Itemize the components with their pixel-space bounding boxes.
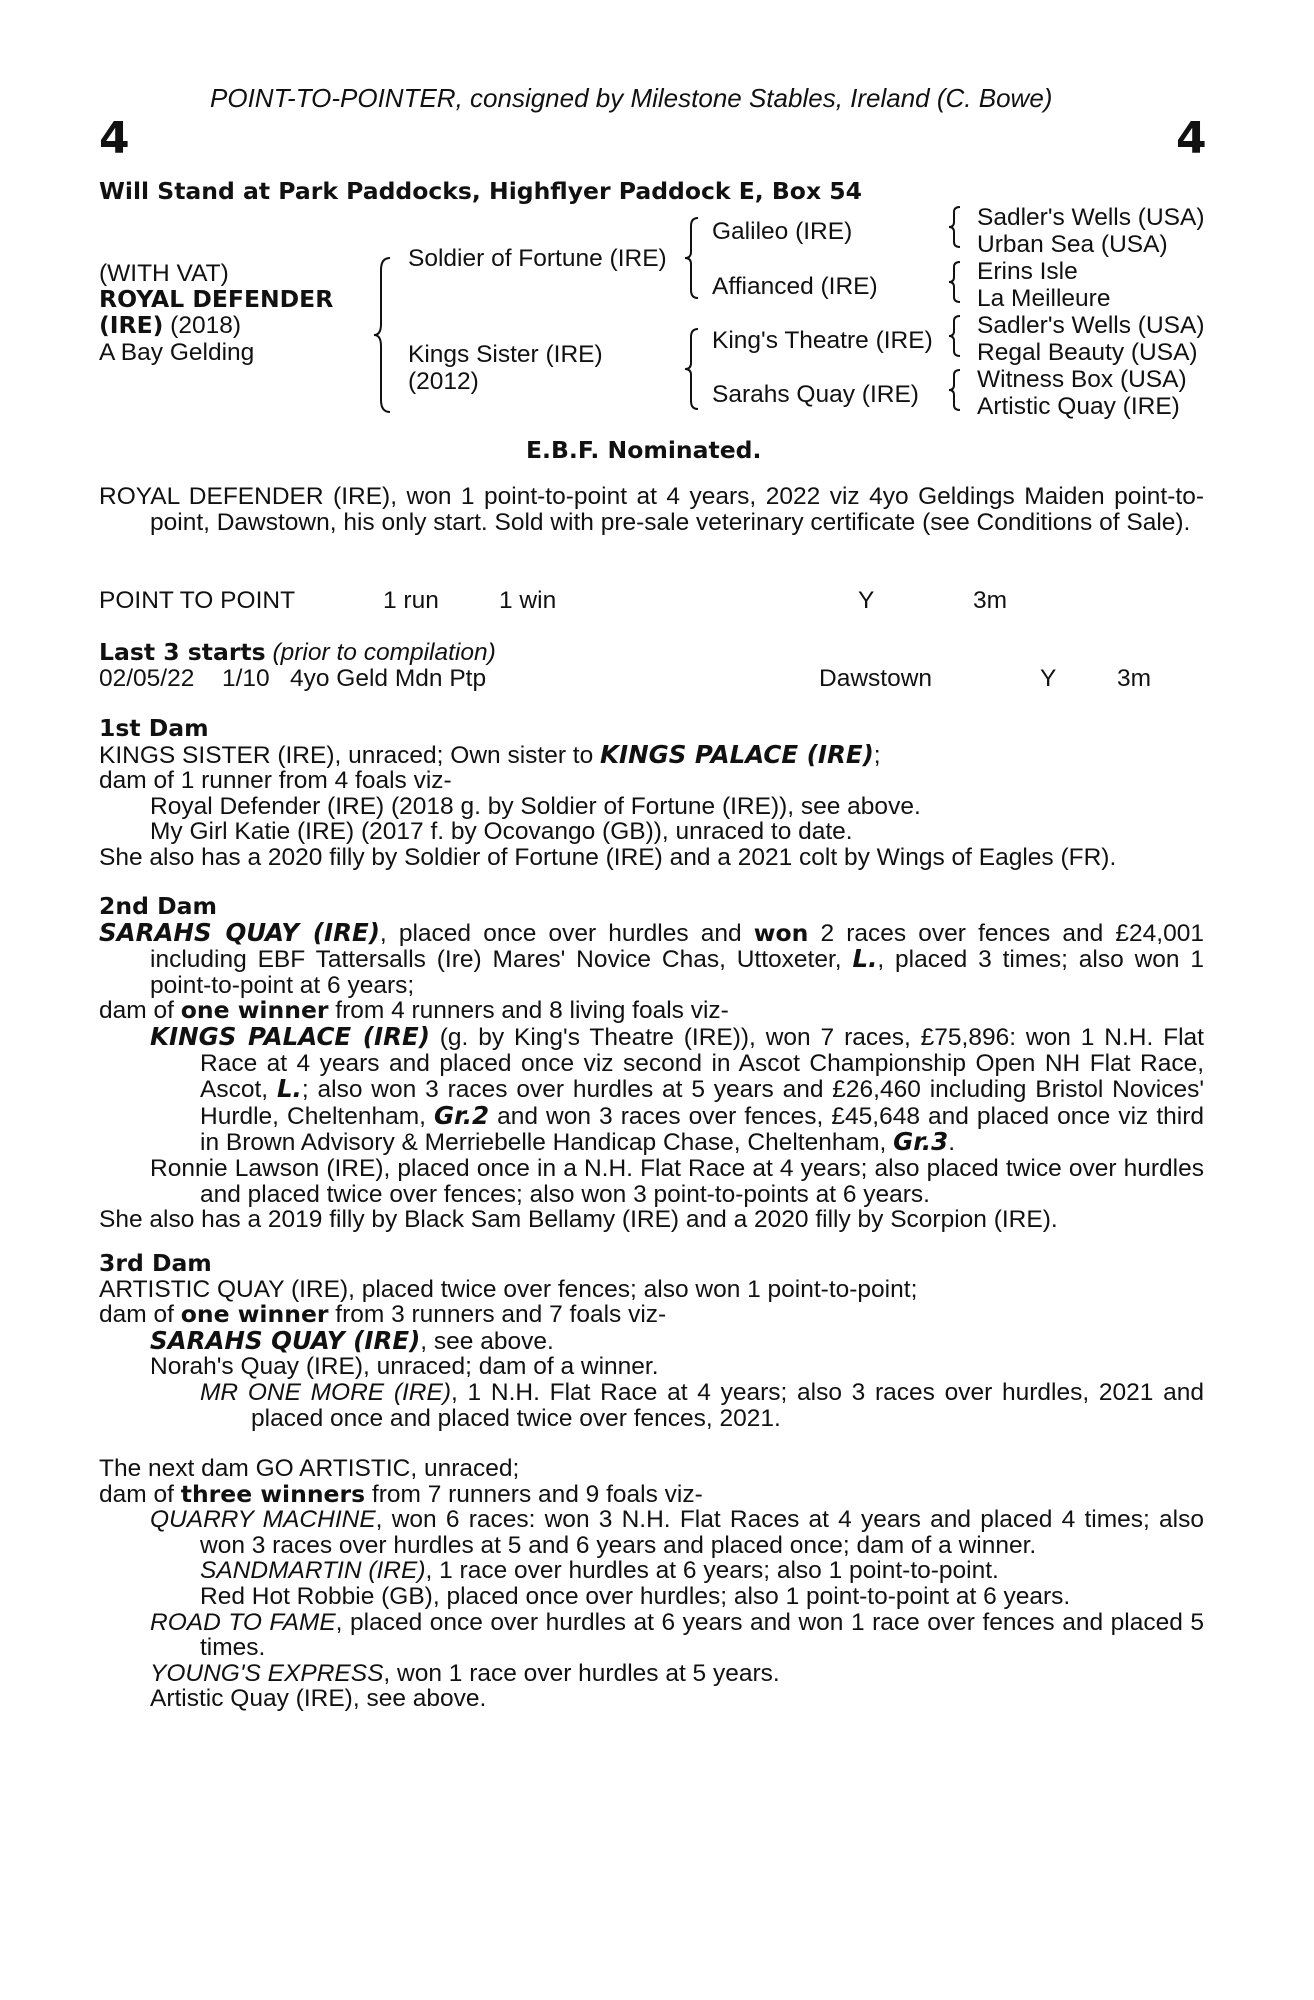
great-grandparent-7: Witness Box (USA) [977,366,1187,393]
lot-number-left: 4 [99,113,130,164]
third-dam-section [99,1251,1204,1431]
start-race: 4yo Geld Mdn Ptp [290,665,487,692]
third-dam-line-2: dam of one winner from 3 runners and 7 foals viz- [99,1300,667,1329]
second-dam-heading: 2nd Dam [99,892,217,920]
consignment-line: POINT-TO-POINTER, consigned by Milestone Stables, Ireland (C. Bowe) [210,83,1053,113]
youngs-express-entry: YOUNG'S EXPRESS, won 1 race over hurdles at 5 years. [150,1659,780,1687]
pedigree-brace-sire [683,216,701,300]
start-date: 02/05/22 [99,665,195,692]
pedigree-brace-gp3 [947,314,963,358]
sandmartin-entry: SANDMARTIN (IRE), 1 race over hurdles at 6 years; also 1 point-to-point. [200,1557,999,1585]
stand-location: Will Stand at Park Paddocks, Highflyer Paddock E, Box 54 [99,177,862,205]
sarahs-quay-name: SARAHS QUAY (IRE) [99,917,380,947]
pedigree-brace-main [372,256,394,414]
start-position: 1/10 [222,665,270,692]
first-dam-offspring-1: Royal Defender (IRE) (2018 g. by Soldier of Fortune (IRE)), see above. [150,792,921,820]
start-going: Y [1040,665,1057,692]
third-dam-line-1: ARTISTIC QUAY (IRE), placed twice over fences; also won 1 point-to-point; [99,1275,918,1303]
dam-name: Kings Sister (IRE) [408,341,603,368]
first-dam-line-2: dam of 1 runner from 4 foals viz- [99,767,452,795]
second-dam-para-3: KINGS PALACE (IRE) (g. by King's Theatre (IRE)), won 7 races, £75,896: won 1 N.H. Flat Race at 4 years and placed once viz second in Ascot Championship Open NH Flat Race, Ascot, L.; also won 3 races over hurdles at 5 years and £26,460 including Bristol Novices' Hurdle, Cheltenham, Gr.2 and won 3 races over fences, £45,648 and placed once viz third in Brown Advisory & Merriebelle Handicap Chase, Cheltenham, Gr.3. [150,1021,1204,1157]
first-dam-offspring-2: My Girl Katie (IRE) (2017 f. by Ocovango (GB)), unraced to date. [150,818,853,846]
grandparent-3: King's Theatre (IRE) [712,327,933,354]
pedigree-brace-gp1 [947,205,963,249]
great-grandparent-1: Sadler's Wells (USA) [977,204,1205,231]
race-summary [99,484,1204,535]
lot-number-right: 4 [1176,113,1207,164]
record-label: POINT TO POINT [99,587,296,614]
sire-name: Soldier of Fortune (IRE) [408,245,667,272]
third-dam-heading: 3rd Dam [99,1249,212,1277]
start-course: Dawstown [819,665,933,692]
grandparent-2: Affianced (IRE) [712,273,878,300]
horse-country: (IRE) [99,311,164,339]
last-starts-note: (prior to compilation) [265,639,496,666]
next-dam-line-1: The next dam GO ARTISTIC, unraced; [99,1455,520,1482]
second-dam-para-1: SARAHS QUAY (IRE), placed once over hurdles and won 2 races over fences and £24,001 including EBF Tattersalls (Ire) Mares' Novice Chas, Uttoxeter, L., placed 3 times; also won 1 point-to-point at 6 years; [99,917,1204,999]
next-dam-section [99,1456,1204,1712]
first-dam-line-5: She also has a 2020 filly by Soldier of Fortune (IRE) and a 2021 colt by Wings of Eagles (FR). [99,843,1117,871]
third-dam-line-5: MR ONE MORE (IRE), 1 N.H. Flat Race at 4 years; also 3 races over hurdles, 2021 and placed once and placed twice over fences, 2021. [200,1378,1204,1432]
third-dam-line-4: Norah's Quay (IRE), unraced; dam of a winner. [150,1353,659,1381]
artistic-quay-entry: Artistic Quay (IRE), see above. [150,1685,487,1713]
pedigree-brace-gp2 [947,260,963,304]
grandparent-1: Galileo (IRE) [712,218,853,245]
quarry-machine-entry: QUARRY MACHINE, won 6 races: won 3 N.H. Flat Races at 4 years and placed 4 times; also won 3 races over hurdles at 5 and 6 years and placed once; dam of a winner. [150,1506,1204,1559]
summary-text: ROYAL DEFENDER (IRE), won 1 point-to-point at 4 years, 2022 viz 4yo Geldings Maiden point-to-point, Dawstown, his only start. Sold with pre-sale veterinary certificate (see Conditions of Sale). [99,483,1204,536]
great-grandparent-8: Artistic Quay (IRE) [977,393,1180,420]
first-dam-heading: 1st Dam [99,714,209,742]
ebf-nomination: E.B.F. Nominated. [526,436,762,464]
next-dam-line-2: dam of three winners from 7 runners and 9 foals viz- [99,1479,703,1508]
great-grandparent-3: Erins Isle [977,258,1078,285]
great-grandparent-4: La Meilleure [977,285,1111,312]
great-grandparent-2: Urban Sea (USA) [977,231,1168,258]
great-grandparent-5: Sadler's Wells (USA) [977,312,1205,339]
kings-palace-name: KINGS PALACE (IRE) [150,1021,430,1051]
grandparent-4: Sarahs Quay (IRE) [712,381,919,408]
record-going: Y [858,587,875,614]
horse-description: A Bay Gelding [99,339,255,366]
great-grandparent-6: Regal Beauty (USA) [977,339,1198,366]
horse-year: (2018) [163,312,242,339]
road-to-fame-entry: ROAD TO FAME, placed once over hurdles at 6 years and won 1 race over fences and placed 5 times. [150,1608,1204,1662]
last-starts-heading [99,640,496,666]
record-runs: 1 run [383,587,439,614]
horse-name-suffix [99,313,241,339]
first-dam-section [99,716,1204,871]
first-dam-line-1: KINGS SISTER (IRE), unraced; Own sister to KINGS PALACE (IRE); [99,739,881,769]
horse-name: ROYAL DEFENDER [99,285,334,313]
pedigree-brace-dam [683,327,701,411]
pedigree-brace-gp4 [947,368,963,412]
record-wins: 1 win [499,587,557,614]
last-starts-title: Last 3 starts [99,638,266,666]
second-dam-para-2: dam of one winner from 4 runners and 8 living foals viz- [99,996,729,1025]
third-dam-line-3: SARAHS QUAY (IRE), see above. [150,1325,554,1355]
start-distance: 3m [1117,665,1152,692]
kings-palace-ref: KINGS PALACE (IRE) [600,739,874,769]
dam-year: (2012) [408,368,479,395]
record-distance: 3m [973,587,1008,614]
vat-note: (WITH VAT) [99,260,229,287]
second-dam-section [99,894,1204,1233]
second-dam-para-4: Ronnie Lawson (IRE), placed once in a N.H. Flat Race at 4 years; also placed twice over hurdles and placed twice over fences; also won 3 point-to-points at 6 years. [150,1154,1204,1208]
red-hot-robbie-entry: Red Hot Robbie (GB), placed once over hurdles; also 1 point-to-point at 6 years. [200,1582,1071,1610]
second-dam-para-5: She also has a 2019 filly by Black Sam Bellamy (IRE) and a 2020 filly by Scorpion (IRE). [99,1206,1058,1234]
